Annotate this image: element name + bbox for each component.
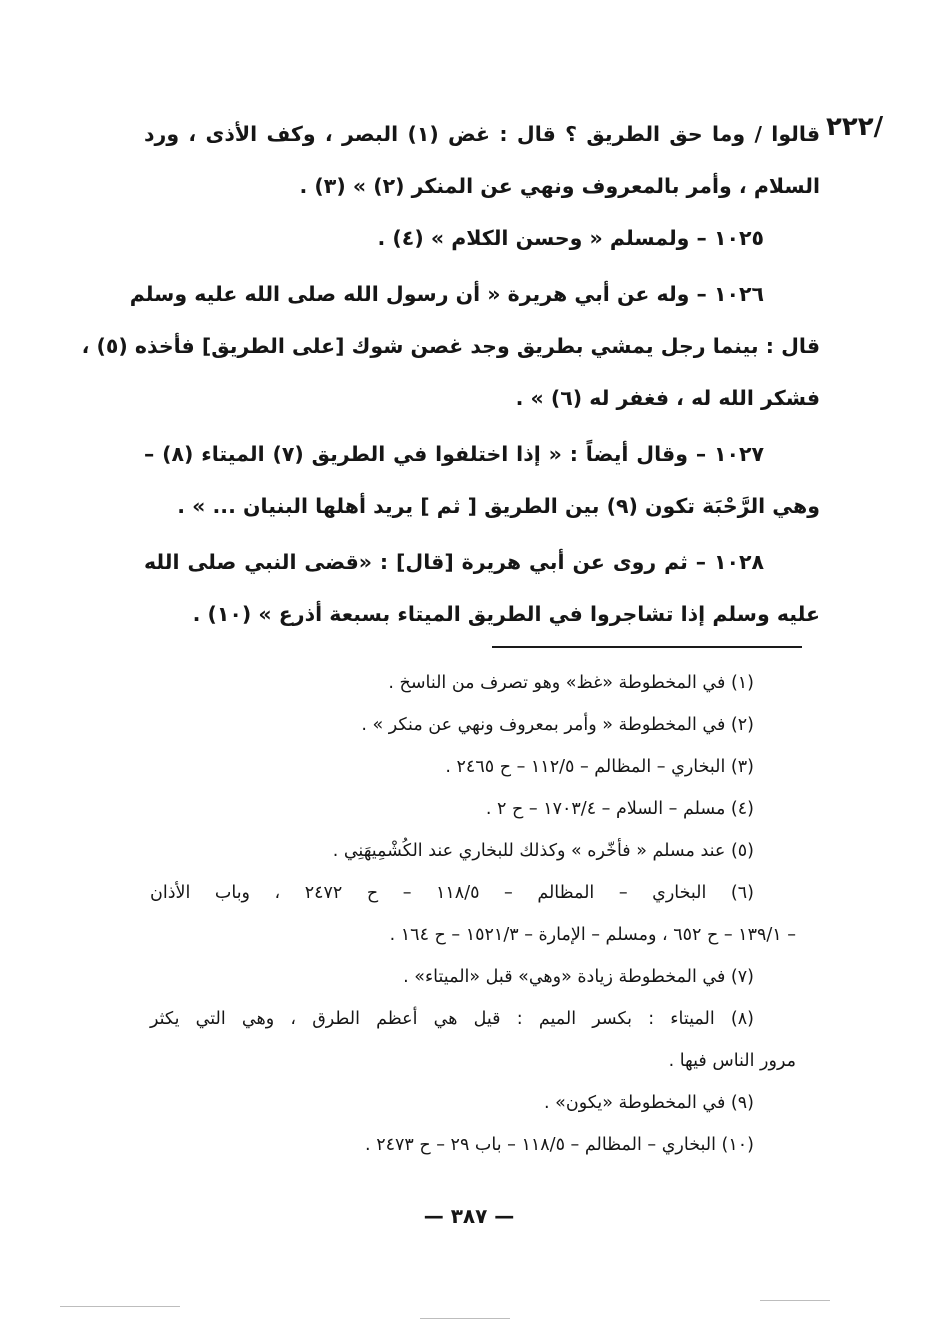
main-line: قال : بينما رجل يمشي بطريق وجد غصن شوك [على الطريق] فأخذه (٥) ،	[81, 334, 820, 358]
footnotes	[150, 662, 796, 1166]
footnote: (١٠) البخاري – المظالم – ١١٨/٥ – باب ٢٩ – ح ٢٤٧٣ .	[365, 1135, 754, 1155]
scan-artifact	[60, 1306, 180, 1307]
footnote: (٣) البخاري – المظالم – ١١٢/٥ – ح ٢٤٦٥ .	[445, 757, 754, 777]
footnote-continuation: – ١٣٩/١ – ح ٦٥٢ ، ومسلم – الإمارة – ١٥٢١/٣ – ح ١٦٤ .	[389, 925, 796, 945]
page-number: — ٣٨٧ —	[423, 1204, 515, 1228]
main-line: قالوا / وما حق الطريق ؟ قال : غض (١) البصر ، وكف الأذى ، ورد	[144, 122, 820, 146]
scan-artifact	[420, 1318, 510, 1319]
hadith-1028: ١٠٢٨ – ثم روى عن أبي هريرة [قال] : «قضى النبي صلى الله	[144, 550, 764, 574]
hadith-1025: ١٠٢٥ – ولمسلم « وحسن الكلام » (٤) .	[377, 226, 764, 250]
footnote: (٧) في المخطوطة زيادة «وهي» قبل «الميتاء» .	[403, 967, 754, 987]
footnote-continuation: مرور الناس فيها .	[668, 1051, 796, 1071]
footnote-divider	[492, 646, 802, 648]
hadith-1026: ١٠٢٦ – وله عن أبي هريرة « أن رسول الله صلى الله عليه وسلم	[129, 282, 764, 306]
footnote: (٨) الميتاء : بكسر الميم : قيل هي أعظم الطرق ، وهي التي يكثر	[150, 1009, 754, 1029]
footnote: (٦) البخاري – المظالم – ١١٨/٥ – ح ٢٤٧٢ ، وباب الأذان	[150, 883, 754, 903]
footnote: (٤) مسلم – السلام – ١٧٠٣/٤ – ح ٢ .	[485, 799, 754, 819]
scan-artifact	[760, 1300, 830, 1301]
hadith-1027: ١٠٢٧ – وقال أيضاً : « إذا اختلفوا في الطريق (٧) الميتاء (٨) –	[144, 442, 764, 466]
main-text	[81, 108, 820, 640]
main-line: السلام ، وأمر بالمعروف ونهي عن المنكر (٢) » (٣) .	[299, 174, 820, 198]
main-line: وهي الرَّحْبَة تكون (٩) بين الطريق [ ثم ] يريد أهلها البنيان ... » .	[177, 494, 820, 518]
footnote: (١) في المخطوطة «غظ» وهو تصرف من الناسخ .	[388, 673, 754, 693]
main-line: عليه وسلم إذا تشاجروا في الطريق الميتاء بسبعة أذرع » (١٠) .	[192, 602, 820, 626]
footnote: (٢) في المخطوطة « وأمر بمعروف ونهي عن منكر » .	[361, 715, 754, 735]
main-line: فشكر الله له ، فغفر له (٦) » .	[515, 386, 820, 410]
marginal-reference: /٢٢٢	[826, 112, 884, 142]
footnote: (٩) في المخطوطة «يكون» .	[544, 1093, 754, 1113]
footnote: (٥) عند مسلم « فأخّره » وكذلك للبخاري عند الكُشْمِيهَنِي .	[332, 841, 754, 861]
